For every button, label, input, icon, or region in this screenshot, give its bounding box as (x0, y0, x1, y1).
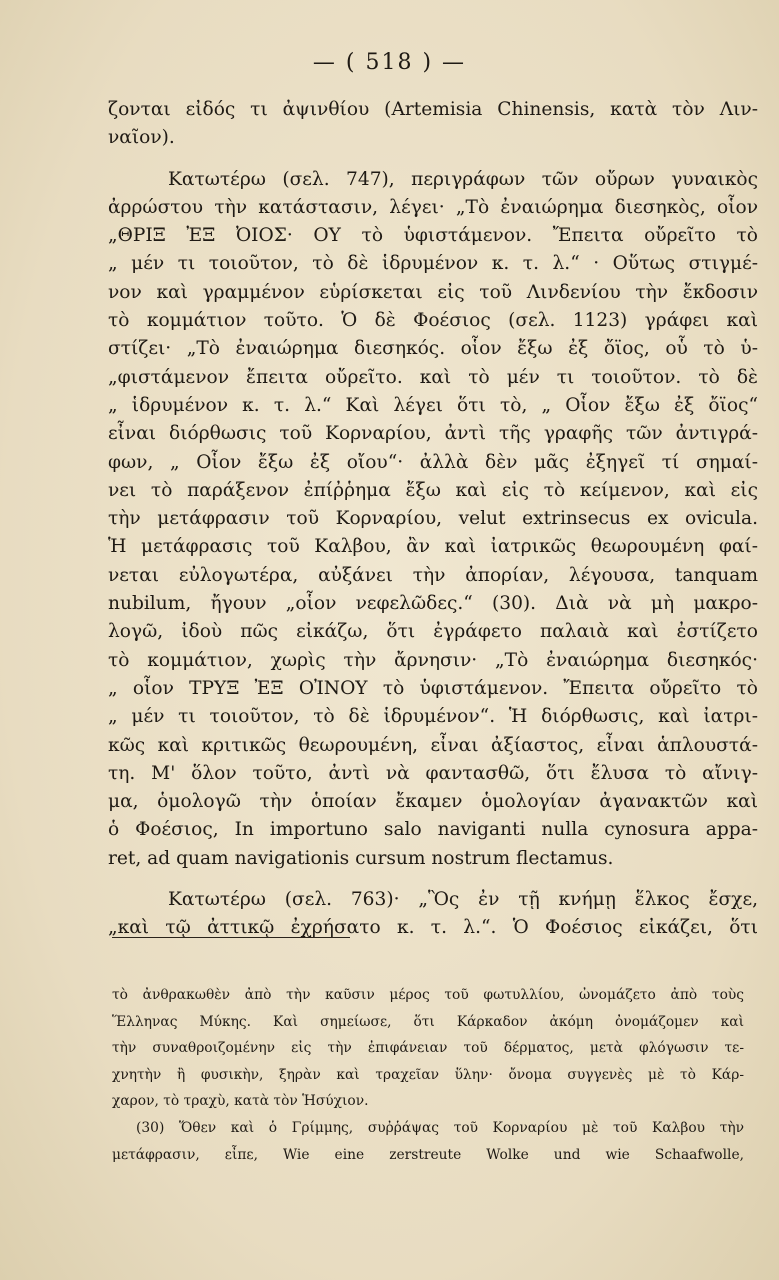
footnote-line: (30) Ὅθεν καὶ ὁ Γρίμμης, συῤῥάψας τοῦ Κορναρίου μὲ τοῦ Καλβου τὴν (136, 1119, 744, 1136)
footnote-rule (112, 937, 350, 938)
text-line: „φιστάμενον ἔπειτα οὔρεῖτο. καὶ τὸ μέν τι τοιοῦτον. τὸ δὲ (108, 366, 758, 388)
text-line: τη. Μ' ὅλον τοῦτο, ἀντὶ νὰ φαντασθῶ, ὅτι ἔλυσα τὸ αἴνιγ- (108, 762, 758, 784)
text-line: ἀρρώστου τὴν κατάστασιν, λέγει· „Τὸ ἐναιώρημα διεσηκὸς, οἷον (108, 196, 758, 218)
footnote-line: τὴν συναθροιζομένην εἰς τὴν ἐπιφάνειαν τοῦ δέρματος, μετὰ φλόγωσιν τε- (112, 1040, 744, 1057)
text-line: „ μέν τι τοιοῦτον, τὸ δὲ ἱδρυμένον“. Ἡ διόρθωσις, καὶ ἰατρι- (108, 706, 758, 728)
text-line: ναῖον). (108, 127, 175, 149)
footnotes (112, 982, 744, 1168)
text-line: „ οἷον ΤΡΥΞ ἘΞ ΟἸΝΟΥ τὸ ὑφιστάμενον. Ἔπειτα οὔρεῖτο τὸ (108, 677, 758, 699)
text-line: „ ἱδρυμένον κ. τ. λ.“ Καὶ λέγει ὅτι τὸ, „ Οἷον ἔξω ἐξ ὄϊος“ (108, 394, 758, 416)
footnote-line: χαρον, τὸ τραχὺ, κατὰ τὸν Ἡσύχιον. (112, 1093, 369, 1110)
text-line: Κατωτέρω (σελ. 763)· „Ὃς ἐν τῇ κνήμῃ ἕλκος ἔσχε, (168, 889, 758, 911)
text-line: ret, ad quam navigationis cursum nostrum flectamus. (108, 847, 614, 869)
text-line: στίζει· „Τὸ ἐναιώρημα διεσηκός. οἷον ἔξω ἐξ ὄϊος, οὗ τὸ ὑ- (108, 338, 758, 360)
text-line: νον καὶ γραμμένον εὑρίσκεται εἰς τοῦ Λινδενίου τὴν ἔκδοσιν (108, 281, 758, 303)
text-line: „ΘΡΙΞ ἘΞ ὈΙΟΣ· ΟΥ τὸ ὑφιστάμενον. Ἔπειτα οὔρεῖτο τὸ (108, 225, 758, 247)
text-line: φων, „ Οἷον ἔξω ἐξ οἴου“· ἀλλὰ δὲν μᾶς ἐξηγεῖ τί σημαί- (108, 451, 758, 473)
text-line: νει τὸ παράξενον ἐπίῤῥημα ἔξω καὶ εἰς τὸ κείμενον, καὶ εἰς (108, 479, 758, 501)
text-line: εἶναι διόρθωσις τοῦ Κορναρίου, ἀντὶ τῆς γραφῆς τῶν ἀντιγρά- (108, 423, 758, 445)
footnote-line: μετάφρασιν, εἶπε, Wie eine zerstreute Wolke und wie Schaafwolle, (112, 1146, 744, 1163)
text-line: „ μέν τι τοιοῦτον, τὸ δὲ ἱδρυμένον κ. τ. λ.“ · Οὕτως στιγμέ- (108, 253, 758, 275)
text-line: Ἡ μετάφρασις τοῦ Καλβου, ἂν καὶ ἰατρικῶς θεωρουμένη φαί- (108, 536, 758, 558)
main-text (108, 96, 758, 943)
paragraph-gap (108, 153, 758, 166)
text-line: τὸ κομμάτιον, χωρὶς τὴν ἄρνησιν· „Τὸ ἐναιώρημα διεσηκός· (108, 649, 758, 671)
page-number: — ( 518 ) — (312, 50, 467, 75)
text-line: κῶς καὶ κριτικῶς θεωρουμένη, εἶναι ἀξίαστος, εἶναι ἁπλουστά- (108, 734, 758, 756)
text-line: μα, ὁμολογῶ τὴν ὁποίαν ἔκαμεν ὁμολογίαν ἀγανακτῶν καὶ (108, 791, 758, 813)
footnote-line: Ἕλληνας Μύκης. Καὶ σημείωσε, ὅτι Κάρκαδον ἀκόμη ὀνομάζομεν καὶ (112, 1013, 744, 1030)
footnote-line: τὸ ἀνθρακωθὲν ἀπὸ τὴν καῦσιν μέρος τοῦ φωτυλλίου, ὠνομάζετο ἀπὸ τοὺς (112, 987, 744, 1003)
text-line: Κατωτέρω (σελ. 747), περιγράφων τῶν οὔρων γυναικὸς (168, 168, 758, 190)
text-line: νεται εὐλογωτέρα, αὐξάνει τὴν ἀπορίαν, λέγουσα, tanquam (108, 564, 758, 586)
text-line: ὁ Φοέσιος, In importuno salo naviganti nulla cynosura appa- (108, 819, 758, 841)
text-line: ζονται εἰδός τι ἀψινθίου (Artemisia Chinensis, κατὰ τὸν Λιν- (108, 99, 758, 120)
text-line: τὸ κομμάτιον τοῦτο. Ὁ δὲ Φοέσιος (σελ. 1123) γράφει καὶ (108, 310, 758, 332)
text-line: τὴν μετάφρασιν τοῦ Κορναρίου, velut extrinsecus ex ovicula. (108, 508, 758, 530)
paragraph-gap (108, 873, 758, 886)
text-line: λογῶ, ἰδοὺ πῶς εἰκάζω, ὅτι ἐγράφετο παλαιὰ καὶ ἐστίζετο (108, 621, 758, 643)
text-line: nubilum, ἤγουν „οἷον νεφελῶδες.“ (30). Διὰ νὰ μὴ μακρο- (108, 593, 758, 615)
text-line: „καὶ τῷ ἀττικῷ ἐχρήσατο κ. τ. λ.“. Ὁ Φοέσιος εἰκάζει, ὅτι (108, 917, 758, 939)
footnote-line: χνητὴν ἢ φυσικὴν, ξηρὰν καὶ τραχεῖαν ὕλην· ὄνομα συγγενὲς μὲ τὸ Κάρ- (112, 1066, 744, 1083)
